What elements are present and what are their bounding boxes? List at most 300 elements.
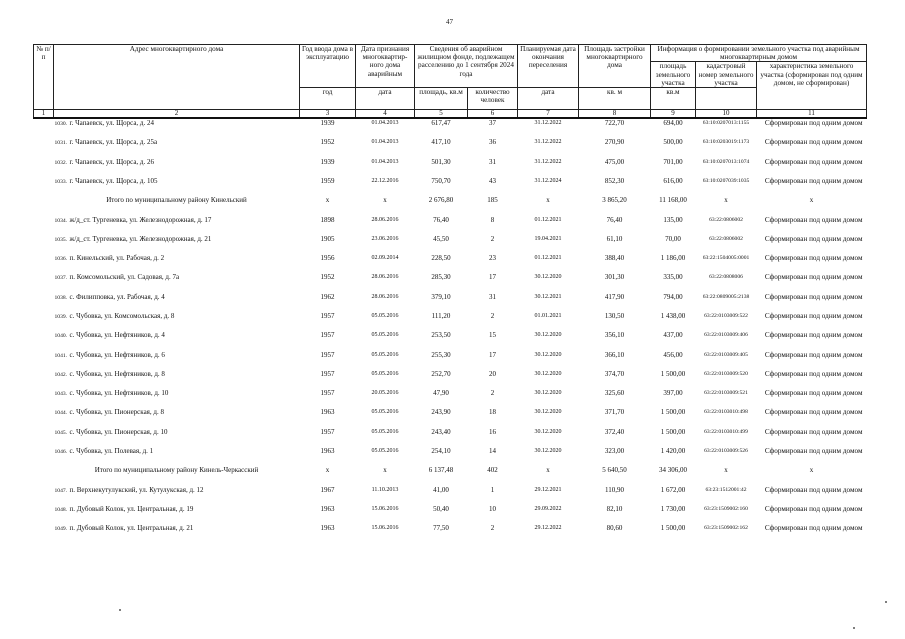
row-number: 1030.: [54, 121, 68, 128]
row-number: 1039.: [54, 313, 68, 320]
year-cell: 1957: [320, 427, 335, 436]
area-cell: 50,40: [433, 504, 449, 513]
planned-date-cell: 30.12.2020: [534, 332, 562, 339]
address-cell: [54, 254, 300, 273]
row-blank-cell: [34, 118, 54, 138]
address-text: с. Чубовка, ул. Пионерская, д. 8: [69, 408, 164, 417]
address-cell: [54, 428, 300, 447]
row-number: 1043.: [54, 391, 68, 398]
land-area-cell: 1 420,00: [660, 447, 686, 456]
total-year: x: [325, 196, 330, 205]
address-cell: [54, 331, 300, 350]
total-build: 5 640,50: [602, 466, 627, 475]
area-cell: 253,50: [431, 331, 451, 340]
address-cell: [54, 138, 300, 157]
unit-cadastral: [696, 88, 757, 110]
address-cell: [54, 273, 300, 292]
recognition-date-cell: 28.06.2016: [371, 293, 399, 300]
address-cell: [54, 370, 300, 389]
address-cell: [54, 389, 300, 408]
address-text: п. Дубовый Колок, ул. Центральная, д. 19: [69, 504, 194, 513]
cadastral-number-cell: 63:22:0103009:521: [704, 390, 748, 397]
people-cell: 2: [490, 389, 495, 398]
header-recognition-date: Дата признания многоквартир-ного дома аварийным: [356, 45, 415, 88]
recognition-date-cell: 15.06.2016: [371, 505, 399, 512]
table-row: [34, 331, 867, 350]
row-blank-cell: [34, 293, 54, 312]
land-area-cell: 456,00: [663, 350, 683, 359]
address-text: г. Чапаевск, ул. Щорса, д. 24: [69, 119, 154, 128]
area-cell: 255,30: [431, 350, 451, 359]
address-cell: [54, 447, 300, 466]
planned-date-cell: 30.12.2020: [534, 448, 562, 455]
total-cell-blank: [34, 466, 54, 485]
column-number: 6: [468, 110, 518, 119]
area-cell: 228,50: [431, 254, 451, 263]
recognition-date-cell: 22.12.2016: [371, 177, 399, 184]
building-area-cell: 325,60: [604, 389, 625, 398]
recognition-date-cell: 23.06.2016: [371, 235, 399, 242]
planned-date-cell: 30.12.2020: [534, 390, 562, 397]
land-characteristic-cell: Сформирован под одним домом: [764, 427, 863, 436]
planned-date-cell: 19.04.2021: [534, 235, 562, 242]
recognition-date-cell: 20.05.2016: [371, 390, 399, 397]
planned-date-cell: 01.12.2021: [534, 216, 562, 223]
total-label: Итого по муниципальному району Кинель-Черкасский: [94, 466, 259, 475]
building-area-cell: 417,90: [604, 292, 625, 301]
people-cell: 23: [489, 254, 496, 263]
land-area-cell: 135,00: [663, 215, 683, 224]
year-cell: 1957: [320, 369, 335, 378]
row-blank-cell: [34, 370, 54, 389]
cadastral-number-cell: 63:23:1509002:162: [704, 525, 748, 532]
unit-build-area: кв. м: [579, 88, 651, 110]
land-area-cell: 397,00: [663, 389, 683, 398]
address-cell: [54, 524, 300, 543]
year-cell: 1957: [320, 389, 335, 398]
area-cell: 750,70: [431, 176, 451, 185]
people-cell: 2: [490, 524, 495, 533]
recognition-date-cell: 01.04.2013: [371, 139, 399, 146]
address-cell: [54, 293, 300, 312]
row-number: 1049.: [54, 526, 68, 533]
year-cell: 1952: [320, 138, 335, 147]
land-area-cell: 1 438,00: [660, 311, 686, 320]
area-cell: 243,90: [431, 408, 451, 417]
total-cad: x: [724, 196, 728, 205]
recognition-date-cell: 05.05.2016: [371, 351, 399, 358]
people-cell: 31: [489, 292, 496, 301]
land-area-cell: 335,00: [663, 273, 683, 282]
header-number: № п/п: [34, 45, 54, 110]
table-body: [34, 118, 867, 544]
address-cell: [54, 351, 300, 370]
area-cell: 501,30: [431, 157, 451, 166]
area-cell: 77,50: [433, 524, 449, 533]
year-cell: 1963: [320, 524, 335, 533]
people-cell: 17: [489, 273, 496, 282]
total-date: x: [383, 466, 387, 475]
unit-people: количество человек: [468, 88, 518, 110]
header-land-characteristic: характеристика земельного участка (сформирован под одним домом, не сформирован): [757, 62, 867, 110]
row-blank-cell: [34, 505, 54, 524]
area-cell: 254,10: [431, 447, 451, 456]
planned-date-cell: 29.09.2022: [534, 505, 562, 512]
year-cell: 1963: [320, 504, 335, 513]
address-text: с. Чубовка, ул. Нефтяников, д. 10: [69, 389, 169, 398]
land-area-cell: 1 186,00: [660, 254, 686, 263]
year-cell: 1952: [320, 273, 335, 282]
table-row: [34, 351, 867, 370]
people-cell: 36: [489, 138, 496, 147]
area-cell: 47,90: [433, 389, 449, 398]
land-characteristic-cell: Сформирован под одним домом: [764, 254, 863, 263]
area-cell: 417,10: [431, 138, 451, 147]
table-row: [34, 158, 867, 177]
address-cell: [54, 408, 300, 427]
cadastral-number-cell: 63:23:1512001:42: [705, 486, 747, 493]
row-blank-cell: [34, 331, 54, 350]
planned-date-cell: 29.12.2021: [534, 486, 562, 493]
scan-speck: [885, 601, 887, 603]
total-row: [34, 196, 867, 215]
row-blank-cell: [34, 312, 54, 331]
building-area-cell: 356,10: [604, 331, 625, 340]
land-area-cell: 500,00: [663, 138, 683, 147]
year-cell: 1956: [320, 254, 335, 263]
address-text: с. Чубовка, ул. Нефтяников, д. 8: [69, 369, 165, 378]
land-area-cell: 1 500,00: [660, 369, 686, 378]
total-build: 3 865,20: [602, 196, 627, 205]
land-characteristic-cell: Сформирован под одним домом: [764, 292, 863, 301]
area-cell: 41,00: [433, 485, 449, 494]
year-cell: 1959: [320, 176, 335, 185]
people-cell: 37: [489, 119, 496, 128]
table-row: [34, 486, 867, 505]
total-cad: x: [724, 466, 728, 475]
row-number: 1041.: [54, 352, 68, 359]
cadastral-number-cell: 63:22:0103010:498: [704, 409, 748, 416]
row-number: 1046.: [54, 449, 68, 456]
planned-date-cell: 31.12.2024: [534, 177, 562, 184]
cadastral-number-cell: 63:10:0207039:1035: [702, 177, 750, 184]
recognition-date-cell: 28.06.2016: [371, 274, 399, 281]
row-blank-cell: [34, 524, 54, 543]
column-number: 8: [579, 110, 651, 119]
land-area-cell: 694,00: [663, 119, 683, 128]
land-characteristic-cell: Сформирован под одним домом: [764, 408, 863, 417]
row-number: 1033.: [54, 178, 68, 185]
column-numbers-row: [34, 110, 867, 119]
year-cell: 1898: [320, 215, 335, 224]
area-cell: 285,30: [431, 273, 451, 282]
land-characteristic-cell: Сформирован под одним домом: [764, 138, 863, 147]
planned-date-cell: 30.12.2020: [534, 274, 562, 281]
year-cell: 1963: [320, 408, 335, 417]
cadastral-number-cell: 63:10:0207013:1155: [702, 120, 750, 127]
year-cell: 1957: [320, 311, 335, 320]
address-cell: [54, 177, 300, 196]
scan-speck: [119, 609, 121, 611]
planned-date-cell: 01.01.2021: [534, 312, 562, 319]
address-cell: [54, 312, 300, 331]
year-cell: 1957: [320, 350, 335, 359]
address-text: с. Чубовка, ул. Комсомольская, д. 8: [69, 311, 175, 320]
land-area-cell: 1 500,00: [660, 524, 686, 533]
total-land: 11 168,00: [659, 196, 687, 205]
table-row: [34, 273, 867, 292]
row-number: 1047.: [54, 487, 68, 494]
land-area-cell: 701,00: [663, 157, 683, 166]
table-row: [34, 118, 867, 138]
people-cell: 10: [489, 504, 496, 513]
row-blank-cell: [34, 235, 54, 254]
total-cell-blank: [34, 196, 54, 215]
area-cell: 379,10: [431, 292, 451, 301]
land-area-cell: 1 672,00: [660, 485, 686, 494]
area-cell: 252,70: [431, 369, 451, 378]
cadastral-number-cell: 63:22:0103009:520: [704, 370, 748, 377]
address-text: п. Дубовый Колок, ул. Центральная, д. 21: [69, 524, 194, 533]
column-number: 3: [300, 110, 356, 119]
planned-date-cell: 29.12.2022: [534, 525, 562, 532]
table-row: [34, 389, 867, 408]
row-blank-cell: [34, 273, 54, 292]
cadastral-number-cell: 63:23:1509002:160: [704, 505, 748, 512]
column-number: 1: [34, 110, 54, 119]
row-number: 1037.: [54, 275, 68, 282]
table-row: [34, 505, 867, 524]
header-year: Год ввода дома в эксплуатацию: [300, 45, 356, 88]
header-cadastral-number: кадастровый номер земельного участка: [696, 62, 757, 88]
row-number: 1031.: [54, 140, 68, 147]
planned-date-cell: 31.12.2022: [534, 158, 562, 165]
table-row: [34, 524, 867, 543]
cadastral-number-cell: 63:22:1504005:0001: [702, 255, 750, 262]
recognition-date-cell: 05.05.2016: [371, 370, 399, 377]
column-number: 11: [757, 110, 867, 119]
land-characteristic-cell: Сформирован под одним домом: [764, 119, 863, 128]
scan-speck: [853, 627, 855, 629]
recognition-date-cell: 05.05.2016: [371, 448, 399, 455]
year-cell: 1967: [320, 485, 335, 494]
recognition-date-cell: 01.04.2013: [371, 158, 399, 165]
total-plan: x: [546, 196, 550, 205]
row-number: 1038.: [54, 294, 68, 301]
address-text: с. Филипповка, ул. Рабочая, д. 4: [69, 292, 165, 301]
table-row: [34, 408, 867, 427]
column-number: 5: [415, 110, 468, 119]
planned-date-cell: 01.12.2021: [534, 255, 562, 262]
row-blank-cell: [34, 138, 54, 157]
building-area-cell: 110,90: [605, 485, 624, 494]
land-characteristic-cell: Сформирован под одним домом: [764, 369, 863, 378]
address-text: г. Чапаевск, ул. Щорса, д. 105: [69, 176, 158, 185]
building-area-cell: 270,90: [604, 138, 625, 147]
address-text: г. Чапаевск, ул. Щорса, д. 25а: [69, 138, 158, 147]
row-blank-cell: [34, 216, 54, 235]
row-number: 1040.: [54, 333, 68, 340]
table-row: [34, 216, 867, 235]
header-emergency-fund: Сведения об аварийном жилищном фонде, подлежащем расселению до 1 сентября 2024 года: [415, 45, 518, 88]
cadastral-number-cell: 63:10:0203019:1173: [702, 139, 750, 146]
row-blank-cell: [34, 158, 54, 177]
table-row: [34, 177, 867, 196]
land-characteristic-cell: Сформирован под одним домом: [764, 176, 863, 185]
year-cell: 1957: [320, 331, 335, 340]
cadastral-number-cell: 63:22:0806002: [709, 235, 743, 242]
address-text: с. Чубовка, ул. Полевая, д. 1: [69, 447, 154, 456]
year-cell: 1939: [320, 157, 335, 166]
land-area-cell: 1 500,00: [660, 427, 686, 436]
total-char: x: [809, 466, 814, 475]
land-area-cell: 70,00: [665, 234, 681, 243]
row-blank-cell: [34, 254, 54, 273]
row-blank-cell: [34, 177, 54, 196]
planned-date-cell: 30.12.2020: [534, 409, 562, 416]
recognition-date-cell: 02.09.2014: [371, 255, 399, 262]
recognition-date-cell: 05.05.2016: [371, 312, 399, 319]
building-area-cell: 80,60: [606, 524, 623, 533]
table-row: [34, 235, 867, 254]
address-text: п. Верхнекутулукский, ул. Кутулукская, д. 12: [69, 485, 204, 494]
land-area-cell: 1 730,00: [660, 504, 686, 513]
planned-date-cell: 31.12.2022: [534, 120, 562, 127]
total-plan: x: [546, 466, 550, 475]
recognition-date-cell: 11.10.2013: [371, 486, 399, 493]
cadastral-number-cell: 63:22:0103009:522: [704, 312, 748, 319]
building-area-cell: 371,70: [604, 408, 625, 417]
building-area-cell: 301,30: [604, 273, 625, 282]
unit-area: площадь, кв.м: [415, 88, 468, 110]
recognition-date-cell: 05.05.2016: [371, 409, 399, 416]
land-characteristic-cell: Сформирован под одним домом: [764, 331, 863, 340]
recognition-date-cell: 05.05.2016: [371, 332, 399, 339]
land-area-cell: 437,00: [663, 331, 683, 340]
year-cell: 1905: [320, 234, 335, 243]
recognition-date-cell: 01.04.2013: [371, 120, 399, 127]
total-char: x: [809, 196, 814, 205]
row-blank-cell: [34, 428, 54, 447]
planned-date-cell: 30.12.2021: [534, 293, 562, 300]
total-date: x: [383, 196, 387, 205]
table-row: [34, 370, 867, 389]
page-number: 47: [446, 18, 453, 26]
cadastral-number-cell: 63:22:0806002: [709, 216, 743, 223]
building-area-cell: 366,10: [604, 350, 625, 359]
land-characteristic-cell: Сформирован под одним домом: [764, 273, 863, 282]
table-row: [34, 312, 867, 331]
building-area-cell: 475,00: [604, 157, 625, 166]
building-area-cell: 76,40: [606, 215, 623, 224]
table-row: [34, 138, 867, 157]
building-area-cell: 852,30: [604, 176, 625, 185]
people-cell: 17: [489, 350, 496, 359]
row-blank-cell: [34, 486, 54, 505]
people-cell: 14: [489, 447, 496, 456]
unit-year: год: [300, 88, 356, 110]
building-area-cell: 61,10: [606, 234, 623, 243]
year-cell: 1963: [320, 447, 335, 456]
building-area-cell: 374,70: [604, 369, 625, 378]
row-number: 1042.: [54, 371, 68, 378]
area-cell: 76,40: [433, 215, 449, 224]
address-text: ж/д_ст. Тургеневка, ул. Железнодорожная, д. 21: [69, 234, 212, 243]
header-land-info: Информация о формировании земельного участка под аварийным многоквартирным домом: [651, 45, 867, 62]
land-area-cell: 794,00: [663, 292, 683, 301]
cadastral-number-cell: 63:22:0808006: [709, 274, 743, 281]
header-planned-date: Планируемая дата окончания переселения: [518, 45, 579, 88]
header-building-area: Площадь застройки многоквартирного дома: [579, 45, 651, 88]
year-cell: 1939: [320, 119, 335, 128]
building-area-cell: 82,10: [606, 504, 623, 513]
recognition-date-cell: 05.05.2016: [371, 428, 399, 435]
row-number: 1035.: [54, 236, 68, 243]
land-characteristic-cell: Сформирован под одним домом: [764, 524, 863, 533]
total-row: [34, 466, 867, 485]
land-characteristic-cell: Сформирован под одним домом: [764, 504, 863, 513]
recognition-date-cell: 28.06.2016: [371, 216, 399, 223]
housing-register-table: [33, 44, 867, 544]
building-area-cell: 388,40: [604, 254, 625, 263]
header-land-area: площадь земельного участка: [651, 62, 696, 88]
address-text: г. Чапаевск, ул. Щорса, д. 26: [69, 157, 154, 166]
area-cell: 243,40: [431, 427, 451, 436]
people-cell: 16: [489, 427, 496, 436]
column-number: 10: [696, 110, 757, 119]
row-number: 1044.: [54, 410, 68, 417]
unit-date: дата: [356, 88, 415, 110]
total-people: 185: [487, 196, 498, 205]
row-blank-cell: [34, 447, 54, 466]
people-cell: 43: [489, 176, 496, 185]
people-cell: 2: [490, 311, 495, 320]
cadastral-number-cell: 63:22:0103009:405: [704, 351, 748, 358]
address-text: п. Комсомольский, ул. Садовая, д. 7а: [69, 273, 180, 282]
total-area: 6 137,48: [428, 466, 454, 475]
table-row: [34, 447, 867, 466]
address-text: с. Чубовка, ул. Нефтяников, д. 6: [69, 350, 165, 359]
table-row: [34, 293, 867, 312]
land-area-cell: 616,00: [663, 176, 683, 185]
building-area-cell: 323,00: [604, 447, 625, 456]
column-number: 2: [54, 110, 300, 119]
column-number: 4: [356, 110, 415, 119]
land-characteristic-cell: Сформирован под одним домом: [764, 389, 863, 398]
address-cell: [54, 118, 300, 138]
column-number: 9: [651, 110, 696, 119]
area-cell: 617,47: [431, 119, 451, 128]
address-cell: [54, 216, 300, 235]
area-cell: 111,20: [431, 311, 451, 320]
table-row: [34, 254, 867, 273]
land-characteristic-cell: Сформирован под одним домом: [764, 447, 863, 456]
table-row: [34, 428, 867, 447]
table-header: [34, 45, 867, 119]
address-text: с. Чубовка, ул. Пионерская, д. 10: [69, 427, 168, 436]
building-area-cell: 722,70: [604, 119, 625, 128]
cadastral-number-cell: 63:10:0207013:1074: [702, 158, 750, 165]
unit-land-area: кв.м: [651, 88, 696, 110]
land-characteristic-cell: Сформирован под одним домом: [764, 157, 863, 166]
column-number: 7: [518, 110, 579, 119]
cadastral-number-cell: 63:22:0103009:526: [704, 448, 748, 455]
address-text: ж/д_ст. Тургеневка, ул. Железнодорожная, д. 17: [69, 215, 212, 224]
row-blank-cell: [34, 351, 54, 370]
planned-date-cell: 30.12.2020: [534, 428, 562, 435]
recognition-date-cell: 15.06.2016: [371, 525, 399, 532]
building-area-cell: 130,50: [604, 311, 625, 320]
